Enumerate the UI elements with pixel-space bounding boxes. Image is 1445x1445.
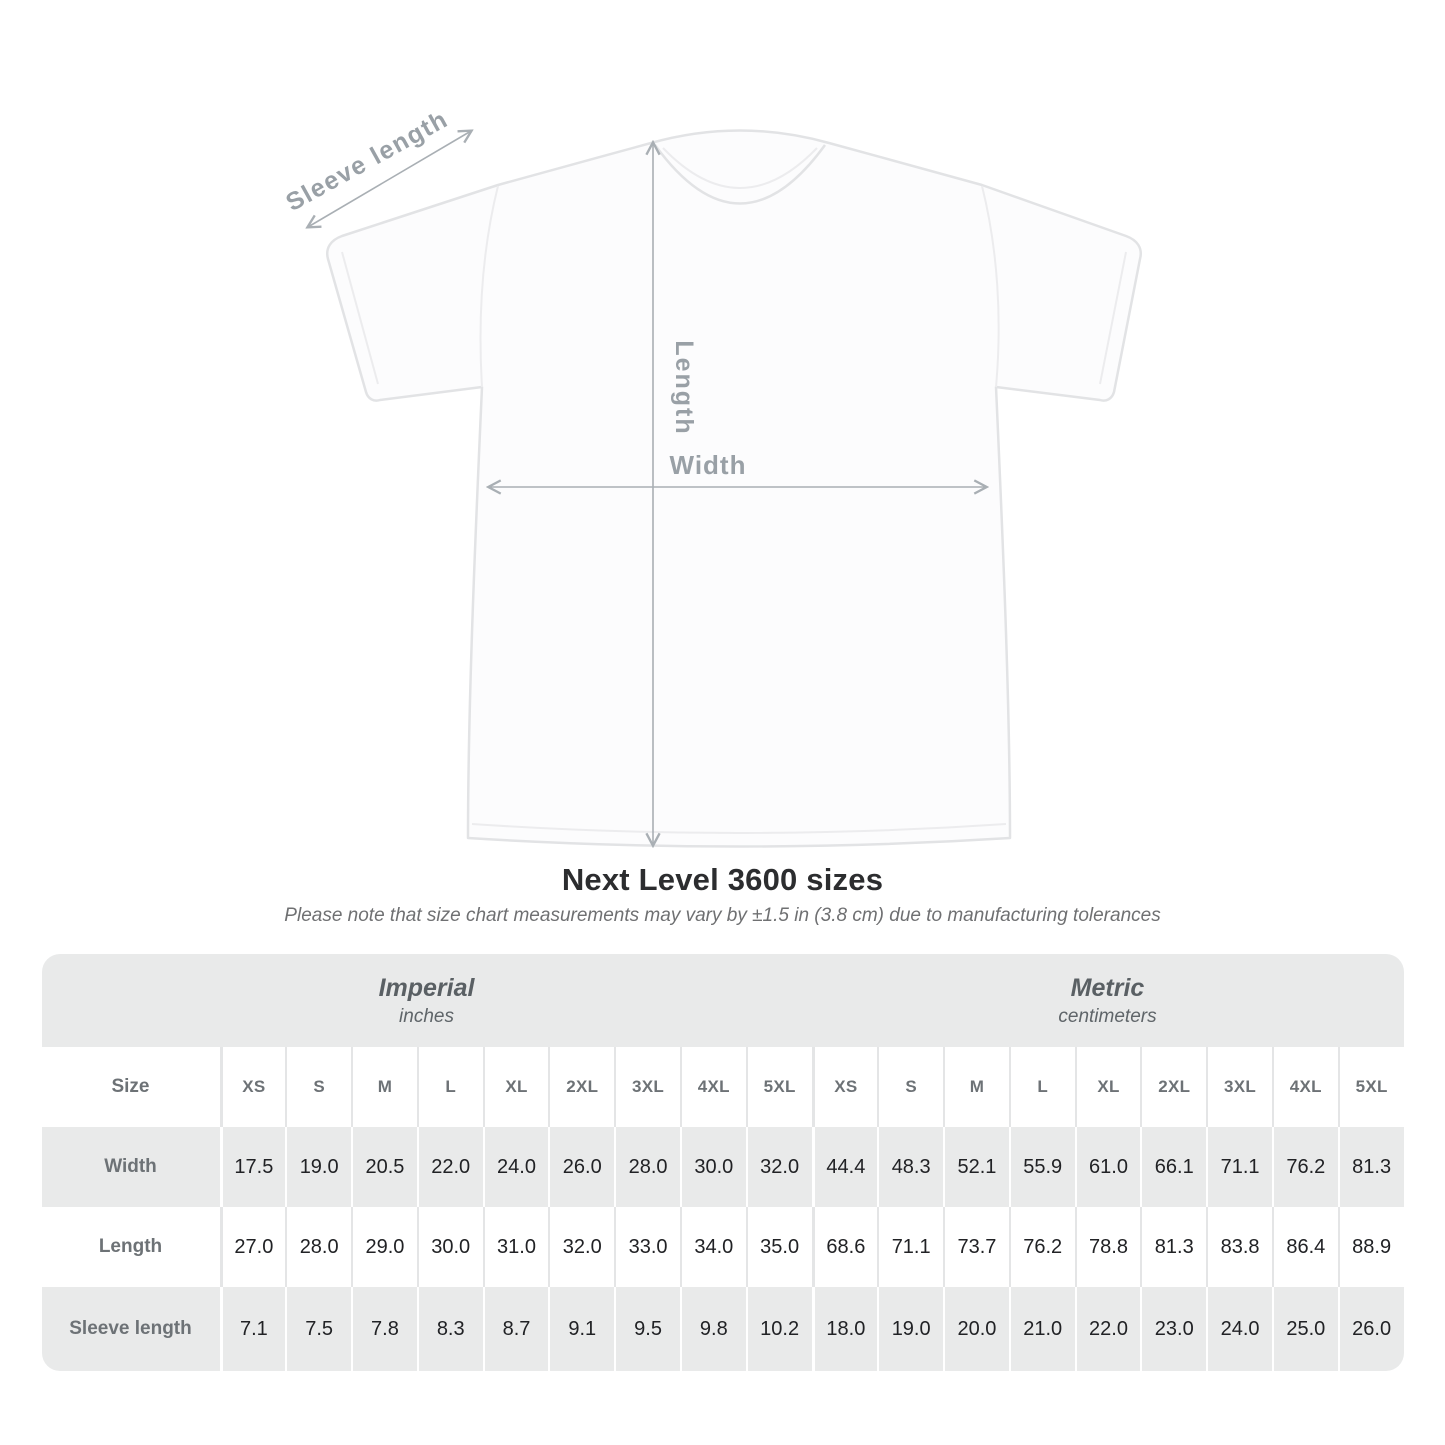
cell-length-imperial: 27.0 bbox=[220, 1207, 286, 1287]
width-label: Width bbox=[669, 450, 747, 480]
size-col-header-metric-xs: XS bbox=[812, 1047, 878, 1127]
cell-sleeve-length-metric: 19.0 bbox=[877, 1287, 943, 1371]
imperial-group-unit: inches bbox=[399, 1005, 454, 1027]
metric-group-header bbox=[812, 954, 1404, 1047]
cell-width-metric: 81.3 bbox=[1338, 1127, 1404, 1207]
cell-length-imperial: 33.0 bbox=[614, 1207, 680, 1287]
cell-width-imperial: 28.0 bbox=[614, 1127, 680, 1207]
cell-length-metric: 86.4 bbox=[1272, 1207, 1338, 1287]
cell-sleeve-length-metric: 22.0 bbox=[1075, 1287, 1141, 1371]
cell-sleeve-length-imperial: 9.1 bbox=[548, 1287, 614, 1371]
row-label-sleeve-length: Sleeve length bbox=[69, 1318, 192, 1339]
size-col-header-metric-xl: XL bbox=[1075, 1047, 1141, 1127]
size-row-header: Size bbox=[42, 1047, 220, 1127]
sleeve-length-label: Sleeve length bbox=[281, 104, 453, 218]
cell-width-metric: 61.0 bbox=[1075, 1127, 1141, 1207]
cell-length-imperial: 32.0 bbox=[548, 1207, 614, 1287]
row-label-width: Width bbox=[104, 1156, 157, 1177]
size-col-header-imperial-3xl: 3XL bbox=[614, 1047, 680, 1127]
cell-width-imperial: 32.0 bbox=[746, 1127, 812, 1207]
cell-length-metric: 78.8 bbox=[1075, 1207, 1141, 1287]
cell-length-metric: 71.1 bbox=[877, 1207, 943, 1287]
cell-length-metric: 88.9 bbox=[1338, 1207, 1404, 1287]
cell-sleeve-length-imperial: 7.8 bbox=[351, 1287, 417, 1371]
size-col-header-metric-2xl: 2XL bbox=[1140, 1047, 1206, 1127]
size-col-header-imperial-2xl: 2XL bbox=[548, 1047, 614, 1127]
cell-length-metric: 73.7 bbox=[943, 1207, 1009, 1287]
size-col-header-metric-4xl: 4XL bbox=[1272, 1047, 1338, 1127]
size-col-header-imperial-xl: XL bbox=[483, 1047, 549, 1127]
cell-sleeve-length-imperial: 8.7 bbox=[483, 1287, 549, 1371]
cell-width-metric: 71.1 bbox=[1206, 1127, 1272, 1207]
size-col-header-metric-l: L bbox=[1009, 1047, 1075, 1127]
cell-length-metric: 68.6 bbox=[812, 1207, 878, 1287]
cell-sleeve-length-metric: 25.0 bbox=[1272, 1287, 1338, 1371]
size-col-header-imperial-4xl: 4XL bbox=[680, 1047, 746, 1127]
cell-width-imperial: 24.0 bbox=[483, 1127, 549, 1207]
length-label: Length bbox=[670, 340, 698, 436]
size-col-header-metric-m: M bbox=[943, 1047, 1009, 1127]
cell-sleeve-length-metric: 20.0 bbox=[943, 1287, 1009, 1371]
cell-width-metric: 76.2 bbox=[1272, 1127, 1338, 1207]
size-col-header-imperial-l: L bbox=[417, 1047, 483, 1127]
size-col-header-imperial-m: M bbox=[351, 1047, 417, 1127]
cell-width-imperial: 17.5 bbox=[220, 1127, 286, 1207]
cell-length-metric: 76.2 bbox=[1009, 1207, 1075, 1287]
cell-sleeve-length-metric: 23.0 bbox=[1140, 1287, 1206, 1371]
cell-width-metric: 48.3 bbox=[877, 1127, 943, 1207]
size-col-header-metric-s: S bbox=[877, 1047, 943, 1127]
cell-sleeve-length-imperial: 8.3 bbox=[417, 1287, 483, 1371]
cell-sleeve-length-imperial: 7.1 bbox=[220, 1287, 286, 1371]
page-title: Next Level 3600 sizes bbox=[561, 862, 884, 897]
cell-width-metric: 55.9 bbox=[1009, 1127, 1075, 1207]
cell-sleeve-length-imperial: 7.5 bbox=[285, 1287, 351, 1371]
imperial-group-title: Imperial bbox=[378, 973, 475, 1002]
cell-sleeve-length-imperial: 9.5 bbox=[614, 1287, 680, 1371]
tshirt-outline bbox=[327, 131, 1141, 847]
size-col-header-metric-3xl: 3XL bbox=[1206, 1047, 1272, 1127]
cell-width-imperial: 26.0 bbox=[548, 1127, 614, 1207]
cell-sleeve-length-imperial: 10.2 bbox=[746, 1287, 812, 1371]
size-col-header-imperial-s: S bbox=[285, 1047, 351, 1127]
cell-width-imperial: 22.0 bbox=[417, 1127, 483, 1207]
cell-width-imperial: 20.5 bbox=[351, 1127, 417, 1207]
cell-width-metric: 44.4 bbox=[812, 1127, 878, 1207]
size-table bbox=[42, 954, 1404, 1371]
cell-width-imperial: 30.0 bbox=[680, 1127, 746, 1207]
cell-width-metric: 66.1 bbox=[1140, 1127, 1206, 1207]
cell-sleeve-length-metric: 26.0 bbox=[1338, 1287, 1404, 1371]
cell-length-imperial: 30.0 bbox=[417, 1207, 483, 1287]
cell-length-imperial: 35.0 bbox=[746, 1207, 812, 1287]
size-col-header-imperial-5xl: 5XL bbox=[746, 1047, 812, 1127]
cell-width-metric: 52.1 bbox=[943, 1127, 1009, 1207]
tolerance-note: Please note that size chart measurements may vary by ±1.5 in (3.8 cm) due to manufacturing tolerances bbox=[284, 905, 1161, 926]
cell-sleeve-length-imperial: 9.8 bbox=[680, 1287, 746, 1371]
cell-sleeve-length-metric: 24.0 bbox=[1206, 1287, 1272, 1371]
metric-group-title: Metric bbox=[1070, 973, 1145, 1002]
imperial-group-header bbox=[42, 954, 812, 1047]
cell-length-metric: 81.3 bbox=[1140, 1207, 1206, 1287]
cell-length-imperial: 28.0 bbox=[285, 1207, 351, 1287]
metric-group-unit: centimeters bbox=[1058, 1005, 1157, 1027]
cell-sleeve-length-metric: 18.0 bbox=[812, 1287, 878, 1371]
cell-length-imperial: 34.0 bbox=[680, 1207, 746, 1287]
cell-sleeve-length-metric: 21.0 bbox=[1009, 1287, 1075, 1371]
cell-width-imperial: 19.0 bbox=[285, 1127, 351, 1207]
size-col-header-imperial-xs: XS bbox=[220, 1047, 286, 1127]
cell-length-imperial: 29.0 bbox=[351, 1207, 417, 1287]
row-label-length: Length bbox=[42, 1207, 220, 1287]
size-col-header-metric-5xl: 5XL bbox=[1338, 1047, 1404, 1127]
cell-length-imperial: 31.0 bbox=[483, 1207, 549, 1287]
cell-length-metric: 83.8 bbox=[1206, 1207, 1272, 1287]
